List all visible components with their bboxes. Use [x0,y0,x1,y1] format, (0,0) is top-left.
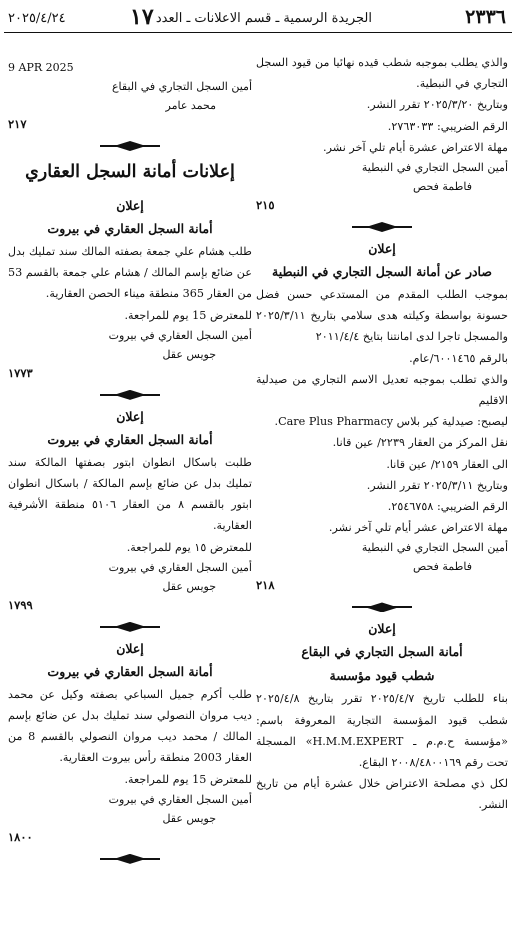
signature-name: جويس عقل [162,811,216,825]
signature-name: محمد عامر [165,99,216,112]
separator-ornament [100,390,160,400]
notice-number: ١٧٧٣ [8,365,33,380]
notice-body: بموجب الطلب المقدم من المستدعي حسن فضل حسونة بواسطة وكيلته هدى سلامي بتاريخ ٢٠٢٥/٣/١١ والمسجل تاجرا لدى امانتنا بتايخ ٢٠١١/٤/٤ [256,288,508,344]
notice-subheading: أمانة السجل التجاري في البقاع [301,644,463,660]
notice-body: طلب هشام علي جمعة بصفته المالك سند تمليك بدل عن ضائع بإسم المالك / هشام علي جمعة بالقسم 53 من العقار 365 منطقة ميناء الحصن العقارية. [8,245,252,301]
separator-ornament [100,622,160,632]
header-rule [4,32,512,33]
notice-heading: إعلان [368,241,396,257]
signature-name: جويس عقل [162,347,216,361]
notice-body: بناء للطلب تاريخ ٢٠٢٥/٤/٧ تقرر بتاريخ ٢٠٢٥/٤/٨ شطب قيود المؤسسة التجارية المعروفة باسم: «مؤسسة ح.م.م ـ H.M.M.EXPERT» المسجلة تحت رقم ٢٠٠٨/٤٨٠٠١٦٩ البقاع. [256,692,508,770]
text-line: والذي تطلب بموجبه تعديل الاسم التجاري من صيدلية الاقليم [256,372,508,408]
notice-number: ١٨٠٠ [8,829,33,844]
notice-number: ٢١٥ [256,198,275,213]
notice-subheading: صادر عن أمانة السجل التجاري في النبطية [272,264,492,280]
text-line: ليصبح: صيدلية كير بلاس Care Plus Pharmacy. [274,415,508,429]
signature-title: أمين السجل التجاري في البقاع [111,80,252,93]
separator-ornament [100,141,160,151]
left-column [8,58,252,870]
text-line: الرقم الضريبي: ٢٥٤٦٧٥٨. [387,500,508,514]
page-header [4,6,512,32]
separator-ornament [352,602,412,612]
notice-heading: إعلان [116,408,144,424]
text-line: بالرقم ٦٠٠١٤٦٥/عام. [409,351,508,365]
text-line: والذي يطلب بموجبه شطب قيده نهائيا من قيود [291,56,509,69]
text-line: الرقم الضريبي: ٢٧٦٣٠٣٣. [387,119,508,133]
notice-heading: إعلان [116,640,144,656]
text-line: الى العقار ٢١٥٩/ عين قانا. [386,457,508,471]
text-line: وبتاريخ ٢٠٢٥/٣/٢٠ تقرر النشر. [366,98,508,112]
notice-subheading: أمانة السجل العقاري في بيروت [47,663,213,679]
notice-subheading-2: شطب قيود مؤسسة [329,668,435,684]
text-line: السجل التجاري في النبطية. [256,56,508,91]
notice-subheading: أمانة السجل العقاري في بيروت [47,221,213,236]
notice-body: طلب أكرم جميل السباعي بصفته وكيل عن محمد ديب مروان النصولي سند تمليك بدل عن ضائع بإسم المالك / محمد ديب مروان النصولي بالقسم 8 من العقار 2003 منطقة رأس بيروت العقارية. [8,687,252,765]
separator-ornament [100,854,160,864]
text-line: وبتاريخ ٢٠٢٥/٣/١١ تقرر النشر. [366,478,508,492]
notice-number: ٢١٨ [256,578,275,593]
section-title: إعلانات أمانة السجل العقاري [25,162,235,182]
issue-number: ١٧ [130,4,154,30]
objection-period: للمعترض ١٥ يوم للمراجعة. [126,540,252,554]
notice-body: طلبت باسكال انطوان ابتور بصفتها المالكة سند تمليك بدل عن ضائع بإسم المالكة / باسكال انطوان ابتور بالقسم ٨ من العقار ٥١٠٦ منطقة الأشرفية العقارية. [8,455,252,533]
signature-title: أمين السجل العقاري في بيروت [108,328,252,342]
text-line: نقل المركز من العقار ٢٢٣٩/ عين قانا. [332,436,508,450]
signature-title: أمين السجل العقاري في بيروت [108,560,252,574]
signature-name: جويس عقل [162,579,216,593]
signature-name: فاطمة فحص [413,180,472,194]
notice-heading: إعلان [368,621,396,637]
text-line: مهلة الاعتراض عشر أيام تلي آخر نشر. [328,521,508,535]
right-column [256,52,508,816]
notice-number: ٢١٧ [8,117,27,131]
signature-name: فاطمة فحص [413,560,472,574]
objection-period: للمعترض 15 يوم للمراجعة. [124,772,252,786]
notice-heading: إعلان [116,198,144,213]
signature-title: أمين السجل التجاري في النبطية [361,161,508,175]
gazette-title: الجريدة الرسمية ـ قسم الاعلانات ـ العدد [155,11,372,26]
signature-title: أمين السجل العقاري في بيروت [108,792,252,806]
text-line: مهلة الاعتراض عشرة أيام تلي آخر نشر. [323,140,508,154]
page-number: ٢٣٣٦ [465,6,506,28]
notice-subheading: أمانة السجل العقاري في بيروت [47,431,213,447]
signature-title: أمين السجل التجاري في النبطية [361,541,508,555]
objection-period: للمعترض 15 يوم للمراجعة. [124,308,252,322]
ad-215-text [256,52,508,94]
notice-date: 9 APR 2025 [8,61,74,74]
notice-number: ١٧٩٩ [8,597,33,612]
issue-date: ٢٠٢٥/٤/٢٤ [8,11,66,26]
separator-ornament [352,222,412,232]
notice-closing: لكل ذي مصلحة الاعتراض خلال عشرة أيام من تاريخ النشر. [256,777,508,812]
